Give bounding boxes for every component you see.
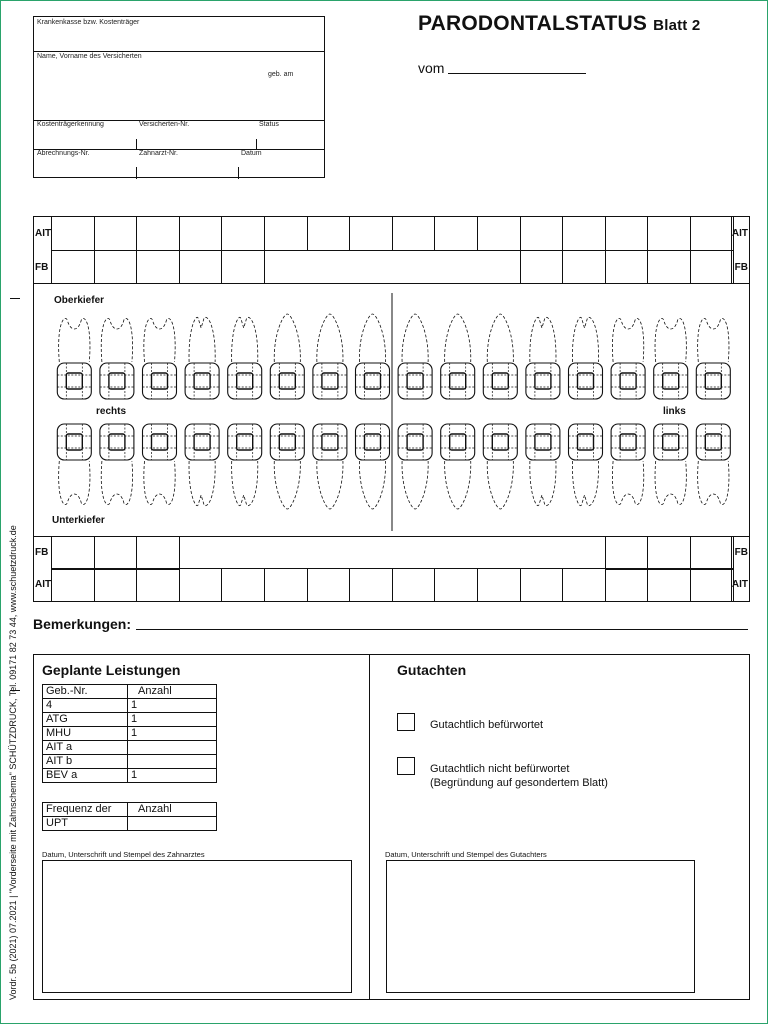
ait-cell-upper[interactable]	[562, 216, 606, 251]
fb-cell-upper[interactable]	[221, 250, 265, 284]
ait-cell-upper[interactable]	[605, 216, 649, 251]
ait-cell-upper[interactable]	[264, 216, 308, 251]
begruendung-label: (Begründung auf gesondertem Blatt)	[430, 777, 608, 789]
ait-cell-lower[interactable]	[307, 568, 351, 602]
tooth-chart	[33, 216, 750, 602]
lower-tooth-crown-inner	[279, 434, 295, 450]
zahnarzt-sig-label: Datum, Unterschrift und Stempel des Zahnarztes	[42, 850, 205, 859]
fb-cell-upper[interactable]	[690, 250, 734, 284]
upper-tooth-root	[655, 318, 686, 362]
upper-tooth-root	[59, 318, 90, 362]
ait-cell-upper[interactable]	[307, 216, 351, 251]
upper-tooth-root	[359, 314, 385, 362]
upper-tooth-root	[189, 317, 215, 362]
vom-label: vom	[418, 60, 445, 76]
befuerwortet-label: Gutachtlich befürwortet	[430, 719, 544, 731]
fb-cell-upper[interactable]	[136, 250, 180, 284]
row-geb: ATG	[43, 713, 128, 727]
krankenkasse-label: Krankenkasse bzw. Kostenträger	[37, 19, 140, 26]
table-row	[43, 769, 217, 783]
upper-tooth-crown	[569, 363, 603, 399]
upper-tooth-crown-inner	[663, 373, 679, 389]
upper-tooth-crown	[483, 363, 517, 399]
fb-label-bottom-left: FB	[35, 547, 49, 558]
fb-cell-lower[interactable]	[605, 536, 649, 570]
ait-cell-lower[interactable]	[264, 568, 308, 602]
lower-tooth-root	[655, 461, 686, 505]
row-geb: AIT a	[43, 741, 128, 755]
zahnarzt-nr-label: Zahnarzt-Nr.	[139, 150, 178, 157]
geplant-title: Geplante Leistungen	[42, 662, 181, 678]
lower-tooth-root	[487, 461, 513, 509]
lower-tooth-root	[274, 461, 300, 509]
ait-cell-upper[interactable]	[94, 216, 138, 251]
row-anzahl[interactable]: 1	[128, 769, 217, 783]
ait-cell-upper[interactable]	[434, 216, 478, 251]
lower-tooth-crown-inner	[237, 434, 253, 450]
lower-tooth-crown-inner	[365, 434, 381, 450]
lower-tooth-crown-inner	[450, 434, 466, 450]
row-anzahl[interactable]: 1	[128, 713, 217, 727]
lower-tooth-crown-inner	[535, 434, 551, 450]
upper-tooth-root	[612, 318, 643, 362]
lower-section	[33, 654, 750, 1000]
ait-cell-lower[interactable]	[392, 568, 436, 602]
fold-mark-1	[10, 298, 20, 299]
lower-tooth-crown	[270, 424, 304, 460]
row-geb: MHU	[43, 727, 128, 741]
upper-tooth-crown	[356, 363, 390, 399]
lower-tooth-crown	[696, 424, 730, 460]
freq-label-2: UPT	[43, 817, 128, 831]
row-anzahl[interactable]: 1	[128, 727, 217, 741]
upper-tooth-crown-inner	[152, 373, 168, 389]
ait-cell-upper[interactable]	[221, 216, 265, 251]
ait-cell-lower[interactable]	[605, 568, 649, 602]
upper-tooth-crown	[611, 363, 645, 399]
geb-label: geb. am	[268, 71, 294, 78]
upper-tooth-crown-inner	[237, 373, 253, 389]
lower-tooth-crown	[143, 424, 177, 460]
lower-tooth-crown-inner	[407, 434, 423, 450]
section-divider	[369, 655, 370, 999]
upper-tooth-crown-inner	[535, 373, 551, 389]
col-geb-header: Geb.-Nr.	[43, 685, 128, 699]
upper-tooth-root	[274, 314, 300, 362]
lower-tooth-root	[402, 461, 428, 509]
fb-cell-upper[interactable]	[605, 250, 649, 284]
row-geb: AIT b	[43, 755, 128, 769]
ait-cell-upper[interactable]	[647, 216, 691, 251]
row-geb: BEV a	[43, 769, 128, 783]
upper-tooth-crown	[185, 363, 219, 399]
ait-cell-upper[interactable]	[690, 216, 734, 251]
gutachten-title: Gutachten	[397, 662, 467, 678]
lower-tooth-crown	[611, 424, 645, 460]
upper-tooth-crown-inner	[109, 373, 125, 389]
fb-label-top-left: FB	[35, 262, 49, 273]
upper-tooth-crown	[441, 363, 475, 399]
upper-tooth-crown	[696, 363, 730, 399]
form-footer-vertical: Vordr. 5b (2021) 07.2021 | "Vorderseite mit Zahnschema" SCHÜTZDRUCK, Tel. 09171 82 73 44, www.schuetzdruck.de	[8, 525, 18, 1000]
patient-header-box	[33, 16, 325, 178]
fb-cell-lower[interactable]	[51, 536, 95, 570]
upper-tooth-crown	[526, 363, 560, 399]
row-anzahl[interactable]: 1	[128, 699, 217, 713]
table-row	[43, 699, 217, 713]
bemerkungen-line[interactable]	[136, 629, 748, 630]
upper-tooth-root	[530, 317, 556, 362]
ait-label-top-left: AIT	[35, 228, 52, 239]
row-anzahl[interactable]	[128, 755, 217, 769]
upper-tooth-crown-inner	[365, 373, 381, 389]
status-label: Status	[259, 121, 279, 128]
services-table	[42, 684, 217, 783]
upper-tooth-root	[144, 318, 175, 362]
lower-tooth-root	[59, 461, 90, 505]
fb-cell-lower[interactable]	[690, 536, 734, 570]
fb-cell-lower[interactable]	[94, 536, 138, 570]
lower-tooth-root	[572, 461, 598, 506]
lower-tooth-crown	[313, 424, 347, 460]
lower-tooth-crown	[398, 424, 432, 460]
unterkiefer-label: Unterkiefer	[52, 515, 105, 526]
ait-cell-upper[interactable]	[392, 216, 436, 251]
lower-tooth-crown-inner	[109, 434, 125, 450]
table-row	[43, 755, 217, 769]
ait-cell-lower[interactable]	[94, 568, 138, 602]
table-row	[43, 713, 217, 727]
ait-label-top-right: AIT	[731, 228, 748, 239]
lower-tooth-crown	[356, 424, 390, 460]
gutachter-sig-label: Datum, Unterschrift und Stempel des Gutachters	[385, 850, 547, 859]
lower-tooth-crown-inner	[152, 434, 168, 450]
ait-label-bottom-right: AIT	[731, 579, 748, 590]
lower-tooth-crown	[569, 424, 603, 460]
kostentraeger-label: Kostenträgerkennung	[37, 121, 104, 128]
ait-cell-upper[interactable]	[179, 216, 223, 251]
fb-cell-upper[interactable]	[647, 250, 691, 284]
row-anzahl[interactable]	[128, 741, 217, 755]
freq-anzahl-header: Anzahl	[128, 803, 217, 817]
lower-tooth-crown-inner	[620, 434, 636, 450]
ait-cell-lower[interactable]	[477, 568, 521, 602]
zahnarzt-signature-box[interactable]	[42, 860, 352, 993]
upper-tooth-crown-inner	[322, 373, 338, 389]
upper-tooth-root	[487, 314, 513, 362]
lower-tooth-root	[232, 461, 258, 506]
lower-tooth-root	[530, 461, 556, 506]
ait-cell-lower[interactable]	[136, 568, 180, 602]
upper-tooth-crown-inner	[407, 373, 423, 389]
lower-tooth-root	[144, 461, 175, 505]
upper-tooth-root	[101, 318, 132, 362]
lower-tooth-root	[189, 461, 215, 506]
ait-cell-lower[interactable]	[647, 568, 691, 602]
lower-tooth-crown-inner	[578, 434, 594, 450]
upper-tooth-crown-inner	[492, 373, 508, 389]
lower-tooth-crown	[57, 424, 91, 460]
upper-tooth-crown	[654, 363, 688, 399]
lower-tooth-root	[101, 461, 132, 505]
col-anzahl-header: Anzahl	[128, 685, 217, 699]
upper-tooth-root	[317, 314, 343, 362]
befuerwortet-checkbox[interactable]	[397, 713, 415, 731]
upper-tooth-crown-inner	[705, 373, 721, 389]
nicht-befuerwortet-label: Gutachtlich nicht befürwortet	[430, 763, 570, 775]
fb-cell-upper[interactable]	[94, 250, 138, 284]
upper-tooth-root	[402, 314, 428, 362]
label-column-right-upper	[731, 216, 750, 284]
lower-tooth-crown	[185, 424, 219, 460]
datum-label: Datum	[241, 150, 262, 157]
upper-tooth-crown	[313, 363, 347, 399]
lower-tooth-crown	[483, 424, 517, 460]
upper-tooth-crown	[270, 363, 304, 399]
ait-cell-upper[interactable]	[51, 216, 95, 251]
label-column-right-lower	[731, 536, 750, 602]
lower-tooth-crown	[654, 424, 688, 460]
lower-tooth-root	[698, 461, 729, 505]
title-sub: Blatt 2	[653, 17, 701, 34]
chart-lower-divider	[34, 536, 749, 537]
ait-cell-lower[interactable]	[221, 568, 265, 602]
fb-label-top-right: FB	[734, 262, 748, 273]
ait-cell-upper[interactable]	[349, 216, 393, 251]
lower-tooth-crown	[228, 424, 262, 460]
fb-cell-lower[interactable]	[136, 536, 180, 570]
ait-cell-lower[interactable]	[349, 568, 393, 602]
upper-tooth-crown-inner	[66, 373, 82, 389]
ait-cell-lower[interactable]	[179, 568, 223, 602]
lower-tooth-crown-inner	[66, 434, 82, 450]
upper-tooth-crown-inner	[620, 373, 636, 389]
lower-tooth-root	[445, 461, 471, 509]
upper-tooth-crown-inner	[279, 373, 295, 389]
ait-cell-upper[interactable]	[136, 216, 180, 251]
ait-label-bottom-left: AIT	[35, 579, 52, 590]
nicht-befuerwortet-checkbox[interactable]	[397, 757, 415, 775]
lower-tooth-crown	[526, 424, 560, 460]
ait-cell-lower[interactable]	[520, 568, 564, 602]
form-title	[418, 12, 700, 36]
bemerkungen-label: Bemerkungen:	[33, 616, 132, 632]
oberkiefer-label: Oberkiefer	[54, 295, 105, 306]
ait-cell-lower[interactable]	[51, 568, 95, 602]
upper-tooth-crown	[100, 363, 134, 399]
freq-anzahl-value[interactable]	[128, 817, 217, 831]
upper-tooth-root	[445, 314, 471, 362]
vom-field[interactable]	[418, 60, 586, 76]
ait-cell-upper[interactable]	[477, 216, 521, 251]
lower-tooth-crown	[441, 424, 475, 460]
chart-upper-divider	[34, 283, 749, 284]
upper-tooth-crown	[228, 363, 262, 399]
label-column-left-lower	[33, 536, 52, 602]
upper-tooth-root	[572, 317, 598, 362]
links-label: links	[663, 406, 686, 417]
lower-tooth-crown-inner	[322, 434, 338, 450]
upper-tooth-root	[232, 317, 258, 362]
rechts-label: rechts	[96, 406, 127, 417]
title-main: PARODONTALSTATUS	[418, 12, 648, 35]
versicherten-nr-label: Versicherten-Nr.	[139, 121, 190, 128]
fb-cell-upper[interactable]	[51, 250, 95, 284]
row-geb: 4	[43, 699, 128, 713]
table-row	[43, 727, 217, 741]
fb-cell-lower[interactable]	[647, 536, 691, 570]
fb-cell-upper[interactable]	[520, 250, 564, 284]
upper-tooth-crown-inner	[194, 373, 210, 389]
fb-label-bottom-right: FB	[734, 547, 748, 558]
upper-tooth-crown	[143, 363, 177, 399]
upper-tooth-root	[698, 318, 729, 362]
lower-tooth-crown-inner	[663, 434, 679, 450]
lower-tooth-root	[317, 461, 343, 509]
gutachter-signature-box[interactable]	[386, 860, 695, 993]
table-row	[43, 741, 217, 755]
ait-cell-lower[interactable]	[434, 568, 478, 602]
ait-cell-upper[interactable]	[520, 216, 564, 251]
lower-tooth-crown-inner	[705, 434, 721, 450]
ait-cell-lower[interactable]	[562, 568, 606, 602]
lower-tooth-crown-inner	[194, 434, 210, 450]
lower-tooth-root	[612, 461, 643, 505]
abrechnungs-label: Abrechnungs-Nr.	[37, 150, 90, 157]
upper-tooth-crown-inner	[450, 373, 466, 389]
upper-tooth-crown	[398, 363, 432, 399]
freq-label-1: Frequenz der	[43, 803, 128, 817]
upper-tooth-crown	[57, 363, 91, 399]
lower-tooth-root	[359, 461, 385, 509]
lower-tooth-crown	[100, 424, 134, 460]
upper-tooth-crown-inner	[578, 373, 594, 389]
name-label: Name, Vorname des Versicherten	[37, 53, 142, 60]
frequency-table	[42, 802, 217, 831]
label-column-left-upper	[33, 216, 52, 284]
lower-tooth-crown-inner	[492, 434, 508, 450]
ait-cell-lower[interactable]	[690, 568, 734, 602]
